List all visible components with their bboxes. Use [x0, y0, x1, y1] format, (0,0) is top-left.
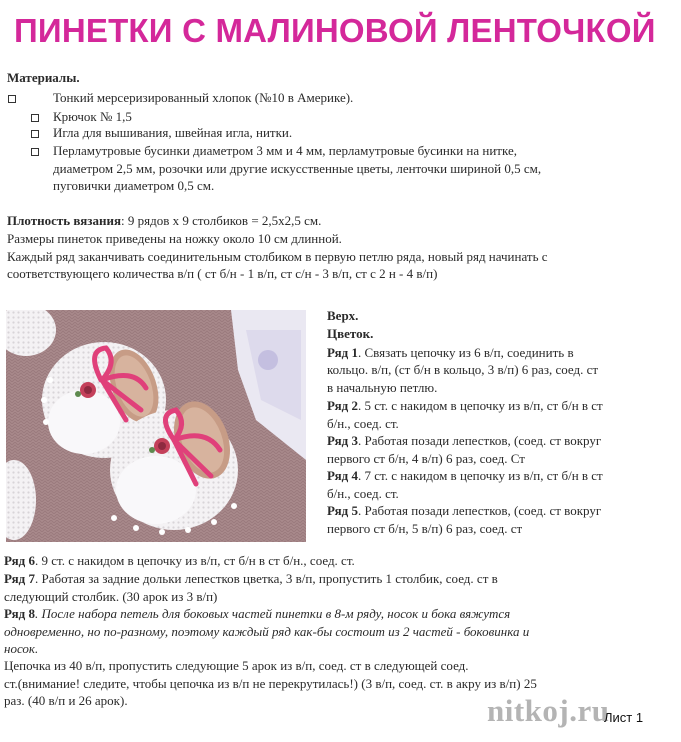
checkbox-bullet-icon: [8, 95, 16, 103]
checkbox-bullet-icon: [31, 148, 39, 156]
row-label: Ряд 2: [327, 398, 358, 413]
row-instruction: Ряд 3. Работая позади лепестков, (соед. ст вокруг: [327, 433, 602, 448]
section-heading-flower: Цветок.: [327, 326, 374, 341]
density-line: [7, 212, 321, 229]
row-instruction-cont: ст.(внимание! следите, чтобы цепочка из в/п не перекрутилась!) (3 в/п, соед. ст. в акру из в/п) 25: [4, 676, 537, 691]
watermark: nitkoj.ru: [487, 693, 610, 728]
row-instruction-cont: кольцо. в/п, (ст б/н в кольцо, 3 в/п) 6 раз, соед. ст: [327, 362, 599, 377]
row-instruction: Ряд 7. Работая за задние дольки лепестков цветка, 3 в/п, пропустить 1 столбик, соед. ст в: [4, 571, 498, 586]
intro-line: Каждый ряд заканчивать соединительным столбиком в первую петлю ряда, новый ряд начинать с: [7, 249, 548, 264]
row-instruction-cont: первого ст б/н, 5 в/п) 6 раз, соед. ст: [327, 521, 523, 536]
materials-item-continuation: диаметром 2,5 мм, розочки или другие искусственные цветы, ленточки шириной 0,5 см,: [53, 161, 542, 176]
row-instruction-cont: раз. (40 в/п и 26 арок).: [4, 693, 128, 708]
booties-photo: [6, 310, 306, 542]
materials-item: Игла для вышивания, швейная игла, нитки.: [53, 125, 293, 140]
row-instruction-cont: Цепочка из 40 в/п, пропустить следующие 5 арок из в/п, соед. ст в следующей соед.: [4, 658, 469, 673]
row-label: Ряд 1: [327, 345, 358, 360]
row-instruction-cont: в начальную петлю.: [327, 380, 438, 395]
row-instruction: Ряд 6. 9 ст. с накидом в цепочку из в/п, ст б/н в ст б/н., соед. ст.: [4, 553, 355, 568]
row-instruction: Ряд 4. 7 ст. с накидом в цепочку из в/п, ст б/н в ст: [327, 468, 603, 483]
materials-heading: Материалы.: [7, 70, 80, 85]
row-label: Ряд 7: [4, 571, 35, 586]
sheet-label: Лист 1: [604, 710, 644, 725]
row-label: Ряд 4: [327, 468, 358, 483]
intro-line: соответствующего количества в/п ( ст б/н - 1 в/п, ст с/н - 3 в/п, ст с 2 н - 4 в/п): [7, 266, 438, 281]
row-instruction: Ряд 2. 5 ст. с накидом в цепочку из в/п, ст б/н в ст: [327, 398, 603, 413]
row-label: Ряд 8: [4, 606, 35, 621]
checkbox-bullet-icon: [31, 130, 39, 138]
row-instruction: Ряд 8. После набора петель для боковых частей пинетки в 8-м ряду, носок и бока вяжутся: [4, 606, 511, 621]
materials-item-continuation: пуговички диаметром 0,5 см.: [53, 178, 215, 193]
materials-item: Перламутровые бусинки диаметром 3 мм и 4 мм, перламутровые бусинки на нитке,: [53, 143, 517, 158]
row-instruction-cont: следующий столбик. (30 арок из 3 в/п): [4, 589, 218, 604]
checkbox-bullet-icon: [31, 114, 39, 122]
row-instruction-cont: б/н., соед. ст.: [327, 486, 399, 501]
row-instruction-cont: носок.: [4, 641, 39, 656]
density-label: Плотность вязания: [7, 213, 122, 228]
row-label: Ряд 6: [4, 553, 35, 568]
row-label: Ряд 3: [327, 433, 358, 448]
page-title: ПИНЕТКИ С МАЛИНОВОЙ ЛЕНТОЧКОЙ: [14, 12, 656, 49]
density-value: : 9 рядов х 9 столбиков = 2,5х2,5 см.: [121, 213, 322, 228]
row-instruction-cont: первого ст б/н, 4 в/п) 6 раз, соед. Ст: [327, 451, 525, 466]
intro-line: Размеры пинеток приведены на ножку около 10 см длинной.: [7, 231, 342, 246]
row-instruction: Ряд 5. Работая позади лепестков, (соед. ст вокруг: [327, 503, 602, 518]
row-label: Ряд 5: [327, 503, 358, 518]
row-instruction-cont: одновременно, но по-разному, поэтому каждый ряд как-бы состоит из 2 частей - боковинка и: [4, 624, 530, 639]
materials-item: Тонкий мерсеризированный хлопок (№10 в Америке).: [53, 90, 354, 105]
materials-item: Крючок № 1,5: [53, 109, 132, 124]
row-instruction-cont: б/н., соед. ст.: [327, 416, 399, 431]
row-instruction: Ряд 1. Связать цепочку из 6 в/п, соединить в: [327, 345, 574, 360]
section-heading-top: Верх.: [327, 308, 359, 323]
